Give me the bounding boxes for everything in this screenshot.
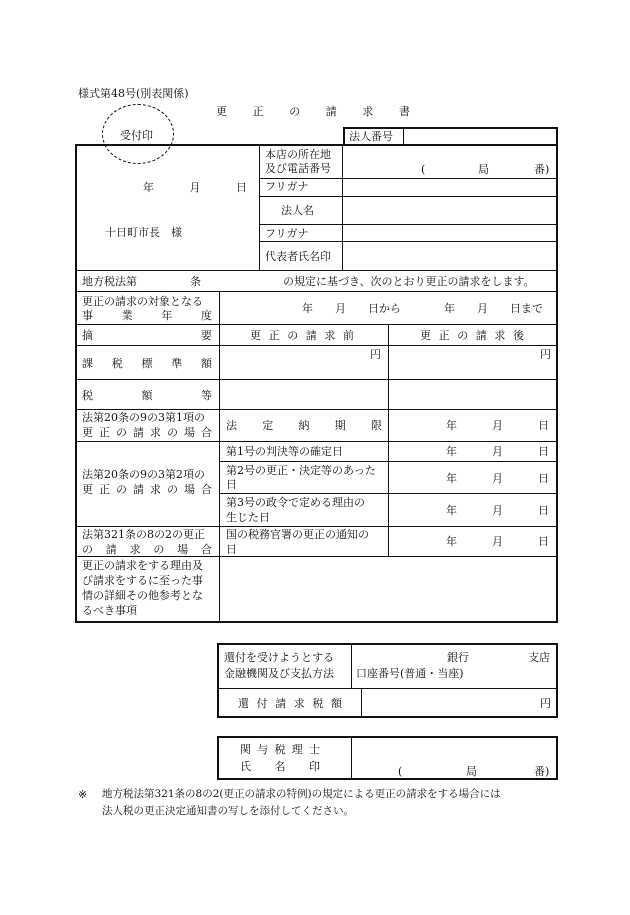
address-label-line2: 及び電話番号	[265, 162, 331, 175]
section2-label-line1: 法第20条の9の3第2項の	[82, 468, 205, 481]
period-label-line1: 更正の請求の対象となる	[82, 295, 203, 308]
tax-amount-after-field[interactable]	[389, 380, 556, 409]
refund-account: 口座番号(普通・当座)	[356, 667, 464, 680]
section3-item-line1: 国の税務官署の更正の通知の	[226, 528, 369, 541]
accountant-field[interactable]	[352, 738, 556, 778]
rep-furigana-field[interactable]	[343, 225, 556, 241]
address-label-line1: 本店の所在地	[265, 148, 331, 161]
accountant-label-line2: 氏 名 印	[240, 760, 320, 773]
tel-paren-open: (	[421, 163, 426, 176]
section3-label-line1: 法第321条の8の2の更正	[82, 528, 205, 541]
section2-date3: 年 月 日	[446, 504, 549, 517]
tax-base-before-field[interactable]	[220, 346, 388, 379]
tel-ban: 番)	[534, 163, 550, 176]
statement-prefix: 地方税法第	[82, 275, 137, 288]
refund-branch: 支店	[528, 651, 550, 664]
form-number: 様式第48号(別表関係)	[78, 87, 189, 100]
yen-after: 円	[540, 348, 551, 361]
refund-bank: 銀行	[447, 651, 469, 664]
section1-date: 年 月 日	[446, 419, 549, 432]
addressee: 十日町市長 様	[105, 226, 182, 239]
representative-field[interactable]	[343, 242, 556, 269]
furigana-label-1: フリガナ	[265, 180, 309, 193]
reason-label-line2: び請求をするに至った事	[82, 574, 203, 587]
refund-bank-label-line1: 還付を受けようとする	[224, 651, 334, 664]
note-line2: 法人税の更正決定通知書の写しを添付してください。	[102, 805, 354, 817]
tel-kyoku: 局	[478, 163, 489, 176]
section2-item2-line2: 日	[226, 478, 237, 491]
section3-date: 年 月 日	[446, 535, 549, 548]
representative-label: 代表者氏名印	[265, 250, 331, 263]
corp-name-field[interactable]	[343, 197, 556, 224]
corp-number-label: 法人番号	[349, 130, 393, 143]
reason-field[interactable]	[220, 557, 556, 621]
col-header-after: 更 正 の 請 求 後	[420, 329, 524, 342]
statement-jou: 条	[190, 275, 201, 288]
tax-base-after-field[interactable]	[389, 346, 556, 379]
refund-amount-field[interactable]	[362, 689, 537, 717]
accountant-ban: 番)	[534, 765, 550, 778]
section3-label-line2: の 請 求 の 場 合	[82, 543, 212, 556]
statement-suffix: の規定に基づき、次のとおり更正の請求をします。	[283, 275, 535, 288]
period-from: 年 月 日から	[302, 302, 401, 315]
col-header-before: 更 正 の 請 求 前	[250, 329, 354, 342]
yen-before: 円	[370, 348, 381, 361]
corp-name-furigana-field[interactable]	[343, 179, 556, 196]
accountant-kyoku: 局	[466, 765, 477, 778]
statement-article-field[interactable]	[140, 272, 190, 289]
section1-item: 法 定 納 期 限	[226, 419, 382, 432]
address-field[interactable]	[343, 146, 556, 178]
col-header-item: 摘 要	[82, 329, 212, 342]
reason-label-line1: 更正の請求をする理由及	[82, 559, 203, 572]
section2-item1: 第1号の判決等の確定日	[226, 445, 343, 458]
note-line1: 地方税法第321条の8の2(更正の請求の特例)の規定による更正の請求をする場合には	[102, 788, 501, 800]
period-label-line2: 事 業 年 度	[82, 309, 212, 322]
row-tax-base: 課 税 標 準 額	[82, 357, 212, 370]
section2-item2-line1: 第2号の更正・決定等のあった	[226, 464, 376, 477]
refund-bank-label-line2: 金融機関及び支払方法	[224, 667, 334, 680]
refund-bank-field[interactable]	[352, 645, 556, 688]
section2-item3-line1: 第3号の政令で定める理由の	[226, 496, 365, 509]
reason-label-line3: 情の詳細その他参考とな	[82, 589, 203, 602]
corp-number-field[interactable]	[404, 128, 556, 144]
refund-yen: 円	[540, 697, 551, 710]
section2-date1: 年 月 日	[446, 445, 549, 458]
period-to: 年 月 日まで	[444, 302, 543, 315]
section1-label-line2: 更 正 の 請 求 の 場 合	[82, 426, 212, 439]
corp-name-label: 法人名	[281, 204, 314, 217]
reception-stamp-label: 受付印	[120, 129, 153, 142]
accountant-paren-open: (	[398, 765, 403, 778]
furigana-label-2: フリガナ	[265, 227, 309, 240]
accountant-label-line1: 関 与 税 理 士	[240, 743, 320, 756]
section2-label-line2: 更 正 の 請 求 の 場 合	[82, 483, 212, 496]
reason-label-line4: るべき事項	[82, 604, 137, 617]
tax-amount-before-field[interactable]	[220, 380, 388, 409]
note-mark: ※	[78, 788, 88, 801]
section2-item3-line2: 生じた日	[226, 511, 270, 524]
section1-label-line1: 法第20条の9の3第1項の	[82, 411, 205, 424]
refund-amount-label: 還 付 請 求 税 額	[238, 697, 342, 710]
form-title: 更 正 の 請 求 書	[216, 105, 410, 118]
application-date: 年 月 日	[143, 181, 247, 194]
section3-item-line2: 日	[226, 543, 237, 556]
row-tax-amount: 税 額 等	[82, 389, 212, 402]
section2-date2: 年 月 日	[446, 472, 549, 485]
